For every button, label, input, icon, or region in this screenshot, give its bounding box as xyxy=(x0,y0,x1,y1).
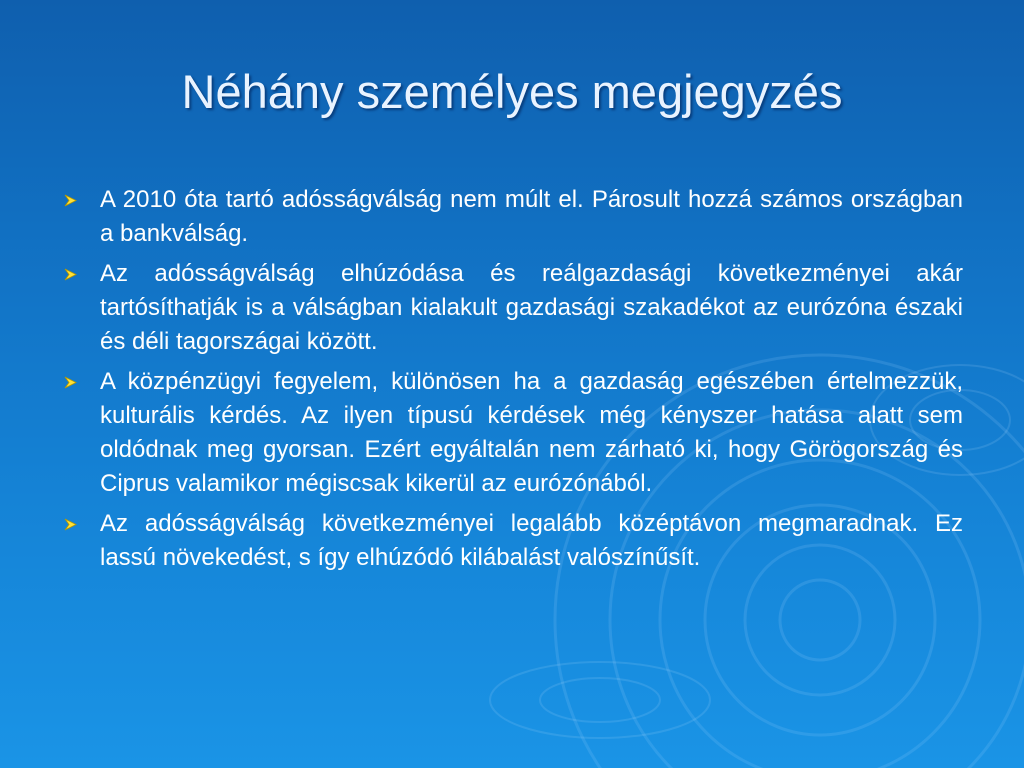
bullet-item xyxy=(62,257,963,359)
bullet-text: Az adósságválság elhúzódása és reálgazdasági következményei akár tartósíthatják is a válságban kialakult gazdasági szakadékot az eurózóna északi és déli tagországai között. xyxy=(100,260,963,355)
slide-title: Néhány személyes megjegyzés xyxy=(181,65,843,118)
bullet-item xyxy=(62,507,963,575)
bullet-item xyxy=(62,183,963,251)
arrow-bullet-icon xyxy=(64,183,86,217)
bullet-text: A 2010 óta tartó adósságválság nem múlt el. Párosult hozzá számos országban a bankválság. xyxy=(100,186,963,247)
bullet-list xyxy=(62,183,963,581)
arrow-bullet-icon xyxy=(64,257,86,291)
bullet-item xyxy=(62,365,963,501)
bullet-text: A közpénzügyi fegyelem, különösen ha a gazdaság egészében értelmezzük, kulturális kérdés. Az ilyen típusú kérdések még kényszer hatása alatt sem oldódnak meg gyorsan. Ezért egyáltalán nem zárható ki, hogy Görögország és Ciprus valamikor mégiscsak kikerül az eurózónából. xyxy=(100,368,963,497)
arrow-bullet-icon xyxy=(64,365,86,399)
bullet-text: Az adósságválság következményei legalább középtávon megmaradnak. Ez lassú növekedést, s így elhúzódó kilábalást valószínűsít. xyxy=(100,510,963,571)
arrow-bullet-icon xyxy=(64,507,86,541)
